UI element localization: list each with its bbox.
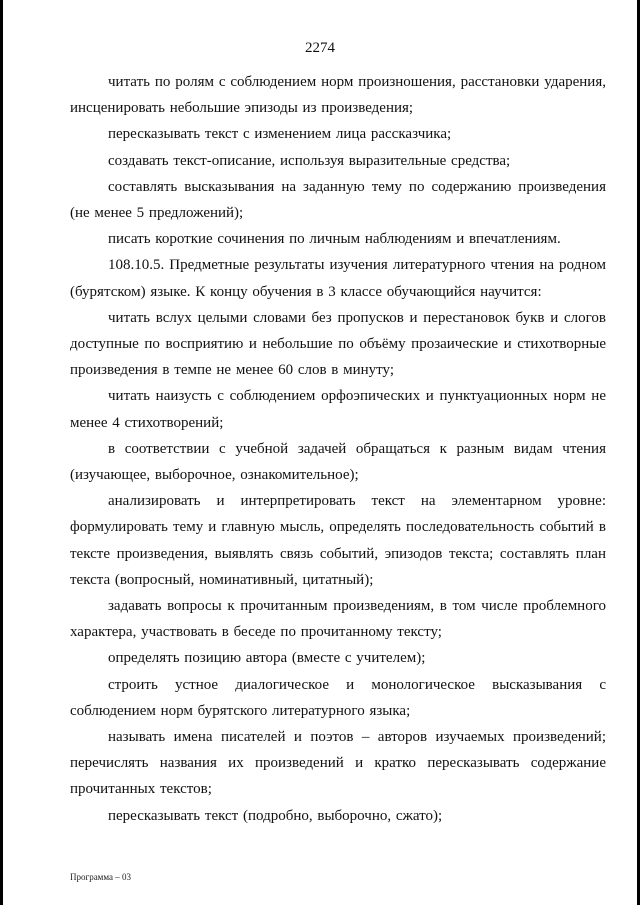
page-number: 2274 <box>305 40 335 56</box>
document-body <box>70 69 606 829</box>
paragraph: читать вслух целыми словами без пропусков и перестановок букв и слогов доступные по восприятию и небольшие по объёму прозаические и стихотворные произведения в темпе не менее 60 слов в минуту; <box>70 309 606 379</box>
paragraph: писать короткие сочинения по личным наблюдениям и впечатлениям. <box>108 231 561 248</box>
section-heading-paragraph: 108.10.5. Предметные результаты изучения литературного чтения на родном (бурятском) языке. К концу обучения в 3 классе обучающийся научится: <box>70 257 606 300</box>
paragraph: задавать вопросы к прочитанным произведениям, в том числе проблемного характера, участвовать в беседе по прочитанному тексту; <box>70 598 606 641</box>
paragraph: создавать текст-описание, используя выразительные средства; <box>108 152 511 169</box>
paragraph: пересказывать текст с изменением лица рассказчика; <box>108 126 452 143</box>
paragraph: читать наизусть с соблюдением орфоэпических и пунктуационных норм не менее 4 стихотворений; <box>70 388 606 431</box>
paragraph: анализировать и интерпретировать текст на элементарном уровне: формулировать тему и главную мысль, определять последовательность событий в тексте произведения, выявлять связь событий, эпизодов текста; составлять план текста (вопросный, номинативный, цитатный); <box>70 493 606 588</box>
paragraph: называть имена писателей и поэтов – авторов изучаемых произведений; перечислять названия их произведений и кратко пересказывать содержание прочитанных текстов; <box>70 729 606 798</box>
footer-label: Программа – 03 <box>70 872 132 882</box>
paragraph: составлять высказывания на заданную тему по содержанию произведения (не менее 5 предложений); <box>70 178 606 222</box>
paragraph: в соответствии с учебной задачей обращаться к разным видам чтения (изучающее, выборочное, ознакомительное); <box>70 440 606 484</box>
paragraph: читать по ролям с соблюдением норм произношения, расстановки ударения, инсценировать небольшие эпизоды из произведения; <box>70 74 606 117</box>
scan-left-edge <box>0 0 3 905</box>
paragraph: пересказывать текст (подробно, выборочно, сжато); <box>108 807 443 824</box>
paragraph: строить устное диалогическое и монологическое высказывания с соблюдением норм бурятского литературного языка; <box>70 676 606 719</box>
paragraph: определять позицию автора (вместе с учителем); <box>108 650 426 667</box>
